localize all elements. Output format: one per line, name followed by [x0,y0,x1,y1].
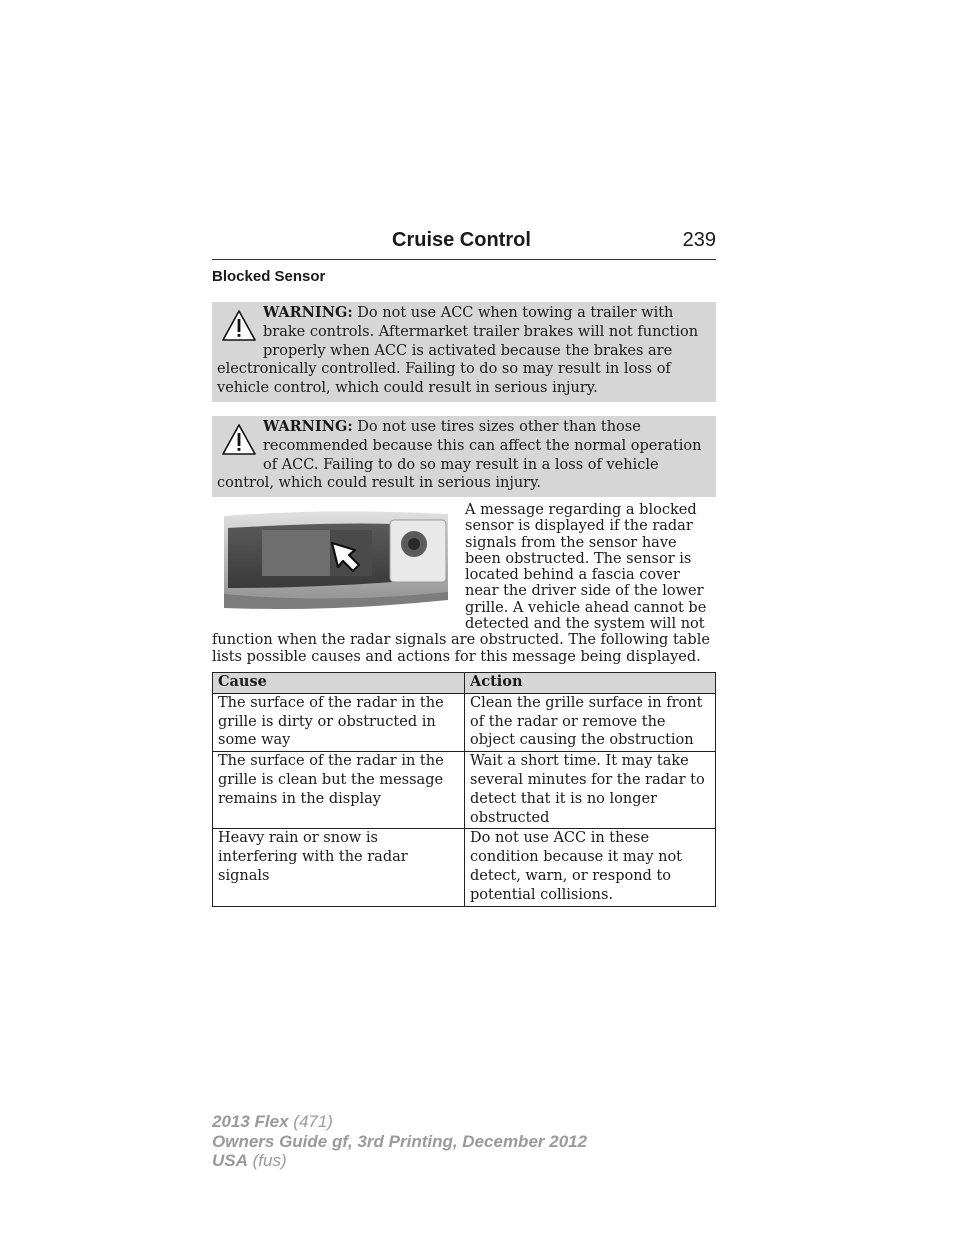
cause-action-table [212,672,716,907]
action-cell: Clean the grille surface in front of the radar or remove the object causing the obstruction [465,693,716,751]
footer-market-code: (fus) [247,1151,287,1170]
page-number: 239 [682,229,716,251]
warning-triangle-icon [221,309,257,343]
column-header-action: Action [465,673,716,694]
footer-market: USA [212,1151,248,1170]
table-row [213,693,716,751]
action-cell: Do not use ACC in these condition because it may not detect, warn, or respond to potential collisions. [465,829,716,906]
page-footer [212,1112,587,1171]
warning-label: WARNING: [263,418,353,435]
cause-cell: The surface of the radar in the grille is dirty or obstructed in some way [213,693,465,751]
body-paragraph [212,502,712,665]
body-text: A message regarding a blocked sensor is displayed if the radar signals from the sensor have been obstructed. The sensor is located behind a fascia cover near the driver side of the lower grille. A vehicle ahead cannot be detected and the system will not function when the radar signals are obstructed. The following table lists possible causes and actions for this message being displayed. [212,502,710,665]
action-cell: Wait a short time. It may take several minutes for the radar to detect that it is no longer obstructed [465,752,716,829]
cause-cell: The surface of the radar in the grille is clean but the message remains in the display [213,752,465,829]
footer-printing: Owners Guide gf, 3rd Printing, December 2012 [212,1131,588,1151]
warning-triangle-icon [221,423,257,457]
cause-cell: Heavy rain or snow is interfering with the radar signals [213,829,465,906]
page-header [212,229,716,260]
footer-model: 2013 Flex [212,1112,289,1131]
column-header-cause: Cause [213,673,465,694]
table-row [213,829,716,906]
table-header-row [213,673,716,694]
footer-model-code: (471) [288,1112,333,1131]
section-heading: Blocked Sensor [212,268,326,285]
warning-text: Do not use tires sizes other than those recommended because this can affect the normal operation of ACC. Failing to do so may result in a loss of vehicle control, which could result in serious injury. [217,419,702,492]
warning-label: WARNING: [263,304,353,321]
chapter-title: Cruise Control [392,229,531,251]
warning-box-towing [212,302,716,402]
table-row [213,752,716,829]
warning-box-tires [212,416,716,497]
warning-text: Do not use ACC when towing a trailer with brake controls. Aftermarket trailer brakes will not function properly when ACC is activated because the brakes are electronically controlled. Failing to do so may result in loss of vehicle control, which could result in serious injury. [217,305,699,397]
